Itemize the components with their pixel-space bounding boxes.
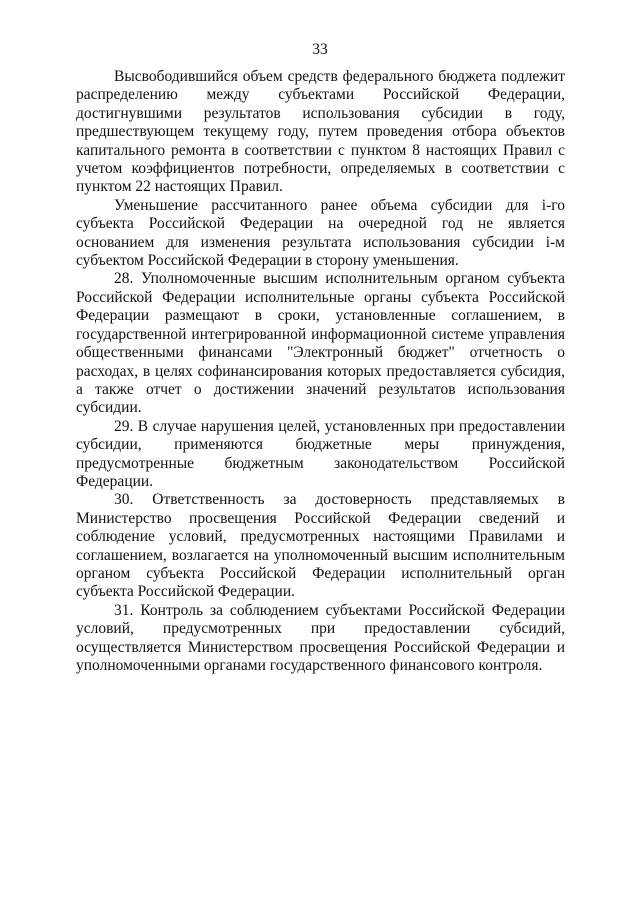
paragraph-item-30: 30. Ответственность за достоверность представляемых в Министерство просвещения Российской Федерации сведений и соблюдение условий, предусмотренных настоящими Правилами и соглашением, возлагается на уполномоченный высшим исполнительным органом субъекта Российской Федерации исполнительный орган субъекта Российской Федерации. (76, 491, 565, 601)
paragraph-item-31: 31. Контроль за соблюдением субъектами Российской Федерации условий, предусмотренных при предоставлении субсидий, осуществляется Министерством просвещения Российской Федерации и уполномоченными органами государственного финансового контроля. (76, 601, 565, 674)
paragraph-item-29: 29. В случае нарушения целей, установленных при предоставлении субсидии, применяются бюджетные меры принуждения, предусмотренные бюджетным законодательством Российской Федерации. (76, 417, 565, 490)
document-body (76, 68, 565, 675)
paragraph-funds-redistribution: Высвободившийся объем средств федерального бюджета подлежит распределению между субъектами Российской Федерации, достигнувшими результатов использования субсидии в году, предшествующем текущему году, путем проведения отбора объектов капитального ремонта в соответствии с пунктом 8 настоящих Правил с учетом коэффициентов потребности, определяемых в соответствии с пунктом 22 настоящих Правил. (76, 68, 565, 196)
paragraph-subsidy-reduction: Уменьшение рассчитанного ранее объема субсидии для i-го субъекта Российской Федерации на очередной год не является основанием для изменения результата использования субсидии i-м субъектом Российской Федерации в сторону уменьшения. (76, 196, 565, 270)
paragraph-item-28: 28. Уполномоченные высшим исполнительным органом субъекта Российской Федерации исполнительные органы субъекта Российской Федерации размещают в сроки, установленные соглашением, в государственной интегрированной информационной системе управления общественными финансами "Электронный бюджет" отчетность о расходах, в целях софинансирования которых предоставляется субсидия, а также отчет о достижении значений результатов использования субсидии. (76, 270, 565, 417)
page-number: 33 (312, 41, 328, 58)
